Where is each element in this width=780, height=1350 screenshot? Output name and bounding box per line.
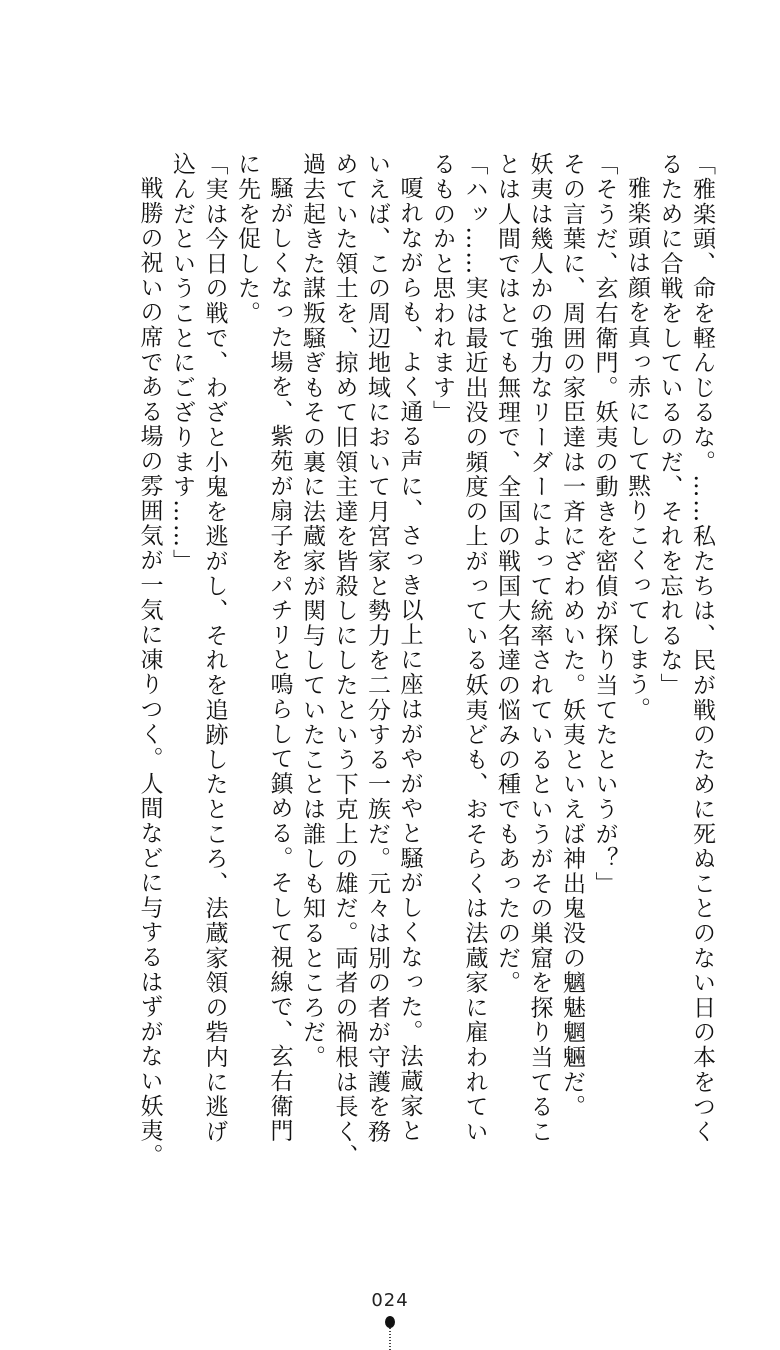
text-line: めていた領土を、掠めて旧領主達を皆殺しにしたという下克上の雄だ。両者の禍根は長く、 xyxy=(331,152,358,1169)
marker-dotted-line xyxy=(389,1328,391,1350)
page-number: 024 xyxy=(371,1290,409,1311)
text-line: 騒がしくなった場を、紫苑が扇子をパチリと鳴らして鎮める。そして視線で、玄右衛門 xyxy=(266,176,293,1144)
marker-dot xyxy=(385,1316,395,1328)
text-line: 込んだということにござります……」 xyxy=(169,152,195,574)
text-line: とは人間ではとても無理で、全国の戦国大名達の悩みの種でもあったのだ。 xyxy=(494,152,520,996)
text-line: いえば、この周辺地域において月宮家と勢力を二分する一族だ。元々は別の者が守護を務 xyxy=(364,152,390,1144)
page-marker-icon xyxy=(383,1316,397,1350)
vertical-text-body xyxy=(133,152,718,1169)
text-line: 過去起きた謀叛騒ぎもその裏に法蔵家が関与していたことは誰しも知るところだ。 xyxy=(299,152,325,1070)
text-line: るために合戦をしているのだ、それを忘れるな」 xyxy=(656,152,683,698)
text-line: るものかと思われます」 xyxy=(429,152,455,425)
text-line: 戦勝の祝いの席である場の雰囲気が一気に凍りつく。人間などに与するはずがない妖夷。 xyxy=(136,176,163,1168)
text-line: 雅楽頭は顔を真っ赤にして黙りこくってしまう。 xyxy=(624,176,650,722)
text-line: 嗄れながらも、よく通る声に、さっき以上に座はがやがやと騒がしくなった。法蔵家と xyxy=(396,176,423,1144)
text-line: 「そうだ、玄右衛門。妖夷の動きを密偵が探り当てたというが？」 xyxy=(591,152,618,896)
text-line: 「雅楽頭、命を軽んじるな。……私たちは、民が戦のために死ぬことのない日の本をつく xyxy=(689,152,715,1144)
text-line: に先を促した。 xyxy=(234,152,260,326)
text-line: 「実は今日の戦で、わざと小鬼を逃がし、それを追跡したところ、法蔵家領の砦内に逃げ xyxy=(201,152,228,1144)
text-line: 「ハッ……実は最近出没の頻度の上がっている妖夷ども、おそらくは法蔵家に雇われてい xyxy=(461,152,488,1144)
text-line: 妖夷は幾人かの強力なリーダーによって統率されているというがその巣窟を探り当てるこ xyxy=(526,152,553,1144)
text-line: その言葉に、周囲の家臣達は一斉にざわめいた。妖夷といえば神出鬼没の魑魅魍魎だ。 xyxy=(559,152,585,1120)
